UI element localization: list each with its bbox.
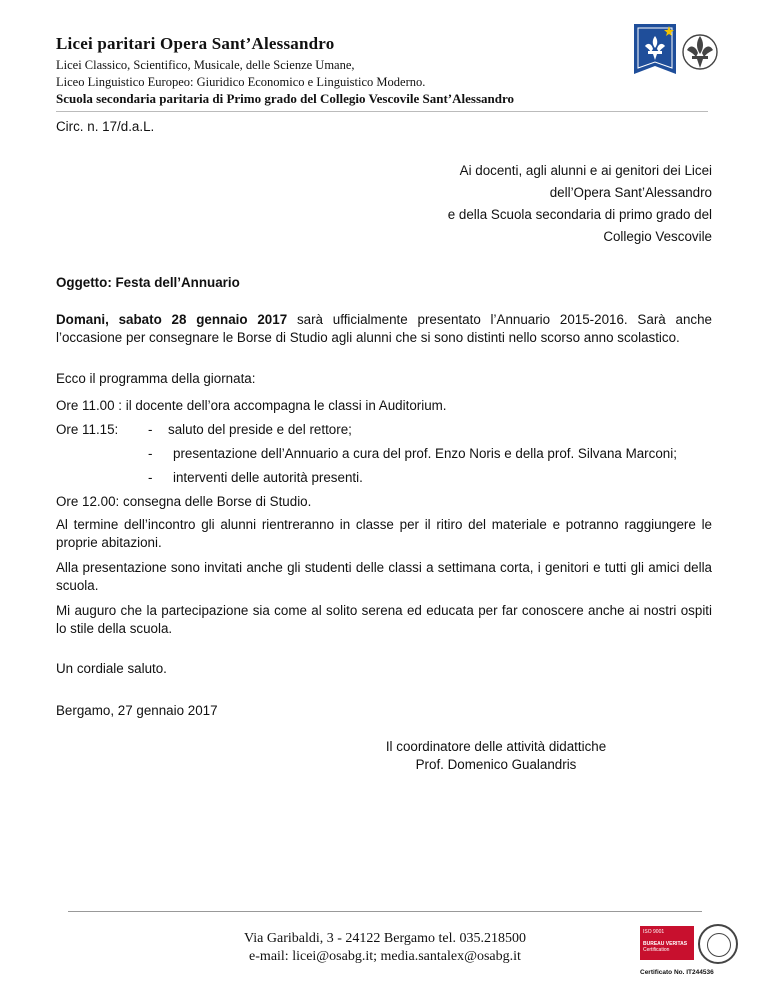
footer-divider bbox=[68, 911, 702, 912]
certificate-number: Certificato No. IT244536 bbox=[640, 969, 714, 976]
intro-text: sarà ufficialmente presentato l’Annuario 2015-2016. Sarà anche l’occasione per consegnare le Borse di Studio agli alunni che si sono distinti nello scorso anno scolastico. bbox=[56, 312, 712, 345]
letterhead-title: Licei paritari Opera Sant’Alessandro bbox=[56, 34, 335, 53]
addressee-line: dell’Opera Sant’Alessandro bbox=[549, 185, 712, 200]
addressee-line: e della Scuola secondaria di primo grado del bbox=[447, 207, 712, 222]
program-item: saluto del preside e del rettore; bbox=[168, 422, 352, 437]
letterhead-line-1: Licei Classico, Scientifico, Musicale, delle Scienze Umane, bbox=[56, 58, 355, 72]
place-and-date: Bergamo, 27 gennaio 2017 bbox=[56, 703, 218, 718]
closing-greeting: Un cordiale saluto. bbox=[56, 661, 167, 676]
paragraph-wish: Mi auguro che la partecipazione sia come al solito serena ed educata per far conoscere anche ai nostri ospiti lo stile della scuola. bbox=[56, 603, 712, 636]
subject-line: Oggetto: Festa dell’Annuario bbox=[56, 275, 240, 290]
program-item: presentazione dell’Annuario a cura del prof. Enzo Noris e della prof. Silvana Marconi; bbox=[173, 446, 677, 461]
bullet-dash: - bbox=[148, 422, 153, 437]
signature-role: Il coordinatore delle attività didattiche bbox=[385, 739, 607, 754]
signature-block bbox=[376, 738, 616, 774]
program-row-1200: Ore 12.00: consegna delle Borse di Studio. bbox=[56, 494, 312, 509]
letterhead-line-3: Scuola secondaria paritaria di Primo grado del Collegio Vescovile Sant’Alessandro bbox=[56, 91, 515, 106]
signature-name: Prof. Domenico Gualandris bbox=[415, 757, 577, 772]
letterhead-line-2: Liceo Linguistico Europeo: Giuridico Economico e Linguistico Moderno. bbox=[56, 75, 426, 89]
school-shield-logo-icon bbox=[632, 22, 678, 82]
certification-seal-icon bbox=[698, 924, 738, 964]
intro-paragraph bbox=[56, 311, 712, 347]
program-item: interventi delle autorità presenti. bbox=[173, 470, 363, 485]
bullet-dash: - bbox=[148, 470, 153, 485]
program-row-1100: Ore 11.00 : il docente dell’ora accompagna le classi in Auditorium. bbox=[56, 398, 447, 413]
certification-mark bbox=[640, 924, 740, 984]
bureau-veritas-logo-icon: ISO 9001 BUREAU VERITAS Certification bbox=[640, 926, 694, 960]
circular-number: Circ. n. 17/d.a.L. bbox=[56, 119, 155, 134]
paragraph-end-of-meeting: Al termine dell’incontro gli alunni rientreranno in classe per il ritiro del materiale e potranno raggiungere le proprie abitazioni. bbox=[56, 517, 712, 550]
addressee-block bbox=[56, 160, 712, 248]
program-intro: Ecco il programma della giornata: bbox=[56, 371, 256, 386]
addressee-line: Collegio Vescovile bbox=[603, 229, 712, 244]
footer-contact bbox=[150, 930, 620, 966]
fleur-de-lis-emblem-icon bbox=[680, 28, 720, 78]
header-divider bbox=[56, 111, 708, 112]
footer-address: Via Garibaldi, 3 - 24122 Bergamo tel. 035.218500 bbox=[244, 931, 526, 946]
bullet-dash: - bbox=[148, 446, 153, 461]
paragraph-invitation: Alla presentazione sono invitati anche gli studenti delle classi a settimana corta, i genitori e tutti gli amici della scuola. bbox=[56, 560, 712, 593]
footer-email: e-mail: licei@osabg.it; media.santalex@osabg.it bbox=[249, 949, 521, 964]
intro-date-bold: Domani, sabato 28 gennaio 2017 bbox=[56, 312, 288, 327]
program-time: Ore 11.15: bbox=[56, 422, 119, 437]
addressee-line: Ai docenti, agli alunni e ai genitori dei Licei bbox=[459, 163, 712, 178]
